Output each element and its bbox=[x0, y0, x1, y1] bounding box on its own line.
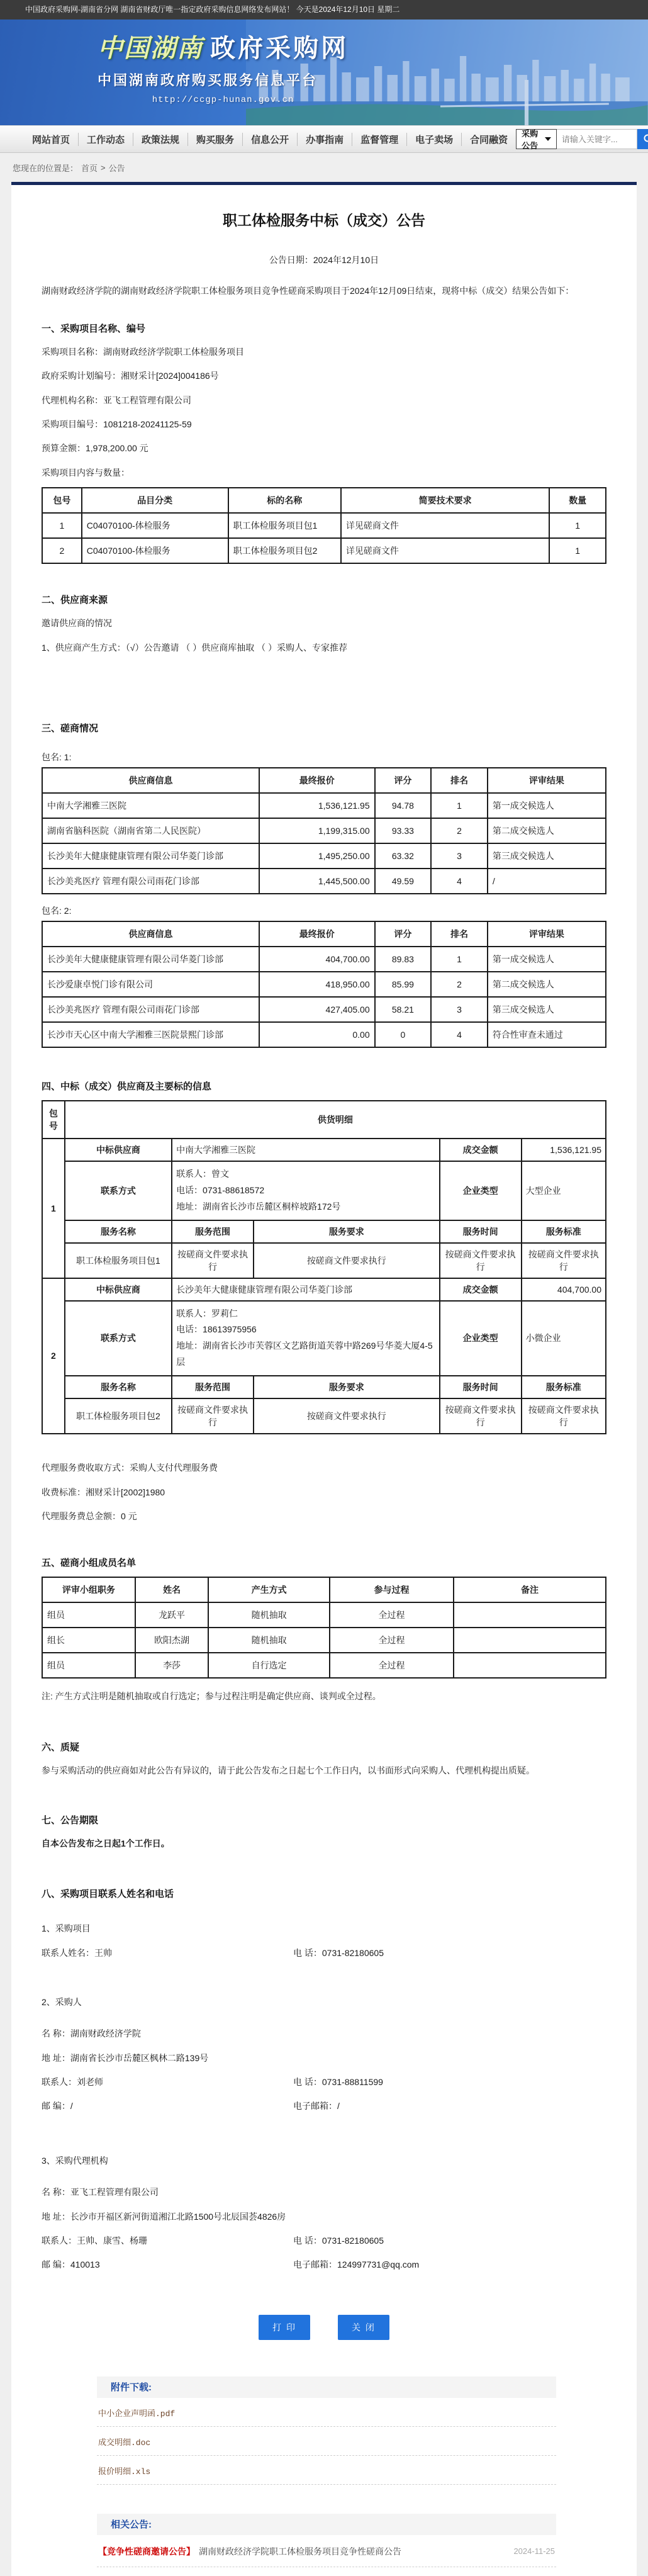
table-header-row bbox=[42, 921, 606, 947]
award-row-supplier bbox=[42, 1278, 606, 1301]
related-heading: 相关公告: bbox=[111, 2519, 152, 2531]
site-announcement-bar bbox=[0, 0, 648, 20]
attachments-heading: 附件下载: bbox=[111, 2382, 152, 2393]
purchaser-contact-pair bbox=[42, 2075, 606, 2089]
cell-req: 详见磋商文件 bbox=[341, 538, 550, 563]
project-number-line: 采购项目编号：1081218-20241125-59 bbox=[42, 419, 192, 429]
col-service-name: 服务名称 bbox=[65, 1220, 172, 1243]
contact-phone: 电 话：0731-82180605 bbox=[293, 2236, 384, 2246]
related-notice-link[interactable]: 湖南财政经济学院职工体检服务项目竞争性磋商公告 bbox=[199, 2546, 401, 2556]
label-enterprise-type: 企业类型 bbox=[440, 1301, 522, 1376]
contact-phone: 电话：18613975956 bbox=[176, 1324, 257, 1335]
cell-result: 第一成交候选人 bbox=[488, 793, 606, 818]
banner-url: http://ccgp-hunan.gov.cn bbox=[152, 95, 294, 105]
search-category-value: 采购公告 bbox=[522, 129, 539, 150]
action-buttons bbox=[42, 2315, 606, 2340]
cell-rank: 4 bbox=[431, 869, 488, 894]
table-row bbox=[42, 947, 606, 972]
col-service-req: 服务要求 bbox=[254, 1220, 440, 1243]
attachments-header-bar bbox=[97, 2376, 556, 2398]
cell-supplier: 湖南省脑科医院（湖南省第二人民医院） bbox=[42, 818, 259, 843]
table-row bbox=[42, 818, 606, 843]
budget-line: 预算金额：1,978,200.00 元 bbox=[42, 443, 148, 454]
award-row-service-headers bbox=[42, 1376, 606, 1398]
cell-category: C04070100-体检服务 bbox=[82, 513, 228, 538]
cell-offer: 404,700.00 bbox=[259, 947, 375, 972]
label-contact-method: 联系方式 bbox=[65, 1301, 172, 1376]
cell-service-name: 职工体检服务项目包2 bbox=[65, 1398, 172, 1434]
breadcrumb-prefix: 您现在的位置是： bbox=[13, 163, 79, 173]
cell-enterprise-type: 大型企业 bbox=[522, 1161, 606, 1220]
col-selection-method: 产生方式 bbox=[208, 1577, 330, 1602]
contact-name: 联系人：刘老师 bbox=[42, 2077, 103, 2088]
notice-date: 公告日期：2024年12月10日 bbox=[269, 255, 379, 265]
cell-rank: 3 bbox=[431, 997, 488, 1022]
purchaser-address: 地 址：湖南省长沙市岳麓区枫林二路139号 bbox=[42, 2052, 209, 2063]
cell-rank: 3 bbox=[431, 843, 488, 869]
attachment-link-xls[interactable]: 报价明细.xls bbox=[98, 2466, 151, 2477]
section2-heading: 二、供应商来源 bbox=[42, 595, 108, 606]
search-button[interactable] bbox=[637, 129, 648, 149]
agency-name-line: 代理机构名称：亚飞工程管理有限公司 bbox=[42, 395, 191, 405]
chevron-down-icon bbox=[545, 137, 551, 141]
breadcrumb-home-link[interactable]: 首页 bbox=[81, 163, 98, 173]
cell-supplier: 长沙美兆医疗 管理有限公司雨花门诊部 bbox=[42, 869, 259, 894]
related-notice-tag[interactable]: 【竞争性磋商邀请公告】 bbox=[98, 2546, 195, 2556]
cell-name: 李莎 bbox=[135, 1653, 208, 1678]
label-winning-supplier: 中标供应商 bbox=[65, 1278, 172, 1301]
cell-remarks bbox=[454, 1628, 606, 1653]
cell-score: 49.59 bbox=[375, 869, 432, 894]
table-row bbox=[42, 1602, 606, 1628]
cell-qty: 1 bbox=[549, 513, 606, 538]
col-final-offer: 最终报价 bbox=[259, 768, 375, 793]
contact-group1-title: 1、采购项目 bbox=[42, 1923, 91, 1934]
close-button[interactable]: 关 闭 bbox=[338, 2315, 389, 2340]
award-row-service-values bbox=[42, 1243, 606, 1278]
cell-remarks bbox=[454, 1602, 606, 1628]
agency-fee-block bbox=[42, 1461, 606, 1523]
cell-pkg: 1 bbox=[42, 513, 82, 538]
cell-service-time: 按磋商文件要求执行 bbox=[440, 1243, 522, 1278]
table-row bbox=[42, 793, 606, 818]
nav-item-info-disclosure[interactable]: 信息公开 bbox=[243, 133, 298, 146]
notice-period-text: 自本公告发布之日起1个工作日。 bbox=[42, 1838, 170, 1848]
cell-offer: 418,950.00 bbox=[259, 972, 375, 997]
col-supplier-info: 供应商信息 bbox=[42, 768, 259, 793]
col-package-no: 包号 bbox=[42, 1101, 65, 1139]
related-notice-date: 2024-11-25 bbox=[513, 2546, 555, 2556]
col-package-no: 包号 bbox=[42, 488, 82, 513]
section7-heading: 七、公告期限 bbox=[42, 1814, 99, 1826]
table-row bbox=[42, 869, 606, 894]
section1-heading: 一、采购项目名称、编号 bbox=[42, 323, 146, 334]
logo-calligraphy-text: 中国湖南 bbox=[98, 34, 203, 62]
main-navigation bbox=[0, 125, 648, 153]
section3-heading: 三、磋商情况 bbox=[42, 723, 99, 734]
nav-item-work-news[interactable]: 工作动态 bbox=[79, 133, 133, 146]
logo-main-text: 政府采购网 bbox=[210, 35, 349, 62]
cell-score: 58.21 bbox=[375, 997, 432, 1022]
cell-role: 组长 bbox=[42, 1628, 135, 1653]
cell-service-scope: 按磋商文件要求执行 bbox=[172, 1243, 254, 1278]
fee-total-line: 代理服务费总金额：0 元 bbox=[42, 1510, 137, 1521]
search-input[interactable] bbox=[557, 129, 637, 149]
award-row-service-headers bbox=[42, 1220, 606, 1243]
cell-supplier: 中南大学湘雅三医院 bbox=[42, 793, 259, 818]
cell-offer: 1,536,121.95 bbox=[259, 793, 375, 818]
col-rank: 排名 bbox=[431, 768, 488, 793]
cell-category: C04070100-体检服务 bbox=[82, 538, 228, 563]
purchaser-zip-pair bbox=[42, 2099, 606, 2113]
cell-service-standard: 按磋商文件要求执行 bbox=[522, 1243, 606, 1278]
contact-phone: 电 话：0731-88811599 bbox=[293, 2077, 383, 2088]
announcement-text: 中国政府采购网-湖南省分网 湖南省财政厅唯一指定政府采购信息网络发布网站！ 今天是2024年12月10日 星期二 bbox=[25, 5, 400, 14]
cell-role: 组员 bbox=[42, 1602, 135, 1628]
cell-remarks bbox=[454, 1653, 606, 1678]
cell-subject: 职工体检服务项目包2 bbox=[228, 538, 341, 563]
col-quantity: 数量 bbox=[549, 488, 606, 513]
col-score: 评分 bbox=[375, 768, 432, 793]
fee-method-line: 代理服务费收取方式：采购人支付代理服务费 bbox=[42, 1463, 218, 1473]
col-category: 品目分类 bbox=[82, 488, 228, 513]
table-row bbox=[42, 1653, 606, 1678]
breadcrumb bbox=[0, 153, 648, 182]
package2-label: 包名: 2: bbox=[42, 905, 72, 916]
cell-req: 详见磋商文件 bbox=[341, 513, 550, 538]
cell-rank: 1 bbox=[431, 947, 488, 972]
cell-participation: 全过程 bbox=[330, 1628, 454, 1653]
col-service-scope: 服务范围 bbox=[172, 1376, 254, 1398]
label-winning-supplier: 中标供应商 bbox=[65, 1139, 172, 1161]
cell-service-req: 按磋商文件要求执行 bbox=[254, 1398, 440, 1434]
cell-rank: 1 bbox=[431, 793, 488, 818]
agency-address: 地 址：长沙市开福区新河街道湘江北路1500号北辰国荟4826房 bbox=[42, 2211, 286, 2222]
award-row-supplier bbox=[42, 1139, 606, 1161]
col-subject-name: 标的名称 bbox=[228, 488, 341, 513]
cell-supplier: 长沙美兆医疗 管理有限公司雨花门诊部 bbox=[42, 997, 259, 1022]
supplier-source-line: 1、供应商产生方式：（√）公告邀请 （ ）供应商库抽取 （ ）采购人、专家推荐 bbox=[42, 642, 348, 653]
award-row-contact bbox=[42, 1301, 606, 1376]
award-detail-table bbox=[42, 1100, 606, 1434]
nav-item-policy[interactable]: 政策法规 bbox=[133, 133, 188, 146]
cell-package-no: 1 bbox=[42, 1139, 65, 1278]
section5-heading: 五、磋商小组成员名单 bbox=[42, 1558, 137, 1569]
cell-result: 第三成交候选人 bbox=[488, 997, 606, 1022]
col-service-time: 服务时间 bbox=[440, 1376, 522, 1398]
contact-name: 联系人姓名：王帅 bbox=[42, 1947, 112, 1958]
col-review-result: 评审结果 bbox=[488, 768, 606, 793]
invite-suppliers-line: 邀请供应商的情况 bbox=[42, 618, 112, 629]
search-category-select[interactable] bbox=[516, 129, 557, 149]
cell-score: 0 bbox=[375, 1022, 432, 1047]
cell-pkg: 2 bbox=[42, 538, 82, 563]
attachments-box bbox=[97, 2376, 556, 2485]
cell-award-amount: 404,700.00 bbox=[522, 1278, 606, 1301]
cell-result: 第二成交候选人 bbox=[488, 818, 606, 843]
cell-service-standard: 按磋商文件要求执行 bbox=[522, 1398, 606, 1434]
nav-item-purchase-service[interactable]: 购买服务 bbox=[188, 133, 243, 146]
cell-method: 自行选定 bbox=[208, 1653, 330, 1678]
cell-result: / bbox=[488, 869, 606, 894]
cell-method: 随机抽取 bbox=[208, 1628, 330, 1653]
breadcrumb-separator: > bbox=[101, 162, 106, 172]
col-name: 姓名 bbox=[135, 1577, 208, 1602]
table-row bbox=[42, 1022, 606, 1047]
agency-zip-pair bbox=[42, 2258, 606, 2271]
search-icon bbox=[643, 133, 648, 145]
cell-subject: 职工体检服务项目包1 bbox=[228, 513, 341, 538]
attachment-row bbox=[97, 2427, 556, 2456]
cell-rank: 4 bbox=[431, 1022, 488, 1047]
cell-participation: 全过程 bbox=[330, 1653, 454, 1678]
award-row-contact bbox=[42, 1161, 606, 1220]
site-banner bbox=[0, 20, 648, 125]
col-service-standard: 服务标准 bbox=[522, 1220, 606, 1243]
cell-supplier: 长沙爱康卓悦门诊有限公司 bbox=[42, 972, 259, 997]
cell-score: 63.32 bbox=[375, 843, 432, 869]
package1-label: 包名: 1: bbox=[42, 751, 72, 762]
contact-group1-pair bbox=[42, 1946, 606, 1960]
col-participation: 参与过程 bbox=[330, 1577, 454, 1602]
cell-offer: 427,405.00 bbox=[259, 997, 375, 1022]
contact-address: 地址：湖南省长沙市芙蓉区文艺路街道芙蓉中路269号华菱大厦4-5层 bbox=[176, 1341, 433, 1368]
search-bar bbox=[516, 129, 648, 149]
cell-service-scope: 按磋商文件要求执行 bbox=[172, 1398, 254, 1434]
cell-rank: 2 bbox=[431, 972, 488, 997]
cell-service-time: 按磋商文件要求执行 bbox=[440, 1398, 522, 1434]
nav-item-home[interactable]: 网站首页 bbox=[24, 133, 79, 146]
label-enterprise-type: 企业类型 bbox=[440, 1161, 522, 1220]
page-title: 职工体检服务中标（成交）公告 bbox=[223, 212, 425, 228]
table-header-row bbox=[42, 1577, 606, 1602]
negotiation-table-pkg1 bbox=[42, 767, 606, 894]
col-service-standard: 服务标准 bbox=[522, 1376, 606, 1398]
label-award-amount: 成交金额 bbox=[440, 1139, 522, 1161]
purchaser-name: 名 称：湖南财政经济学院 bbox=[42, 2028, 141, 2039]
cell-result: 第一成交候选人 bbox=[488, 947, 606, 972]
notice-intro: 湖南财政经济学院的湖南财政经济学院职工体检服务项目竞争性磋商采购项目于2024年12月09日结束，现将中标（成交）结果公告如下： bbox=[42, 286, 574, 296]
contact-person: 联系人：罗莉仁 bbox=[176, 1308, 238, 1319]
nav-item-e-market[interactable]: 电子卖场 bbox=[407, 133, 462, 146]
attachment-row bbox=[97, 2456, 556, 2485]
related-notices-box bbox=[97, 2514, 556, 2567]
table-header-row bbox=[42, 488, 606, 513]
cell-score: 89.83 bbox=[375, 947, 432, 972]
cell-service-req: 按磋商文件要求执行 bbox=[254, 1243, 440, 1278]
col-panel-role: 评审小组职务 bbox=[42, 1577, 135, 1602]
email: 电子邮箱：/ bbox=[293, 2101, 340, 2112]
cell-rank: 2 bbox=[431, 818, 488, 843]
cell-service-name: 职工体检服务项目包1 bbox=[65, 1243, 172, 1278]
print-button[interactable]: 打 印 bbox=[259, 2315, 310, 2340]
cell-name: 龙跃平 bbox=[135, 1602, 208, 1628]
site-logo bbox=[98, 35, 349, 105]
col-review-result: 评审结果 bbox=[488, 921, 606, 947]
nav-item-contract-finance[interactable]: 合同融资 bbox=[470, 134, 508, 145]
cell-method: 随机抽取 bbox=[208, 1602, 330, 1628]
cell-contact-method bbox=[172, 1161, 440, 1220]
content-quantity-line: 采购项目内容与数量： bbox=[42, 467, 130, 478]
project-items-table bbox=[42, 487, 606, 564]
cell-qty: 1 bbox=[549, 538, 606, 563]
cell-score: 85.99 bbox=[375, 972, 432, 997]
cell-name: 欧阳杰湖 bbox=[135, 1628, 208, 1653]
col-tech-req: 简要技术要求 bbox=[341, 488, 550, 513]
section4-heading: 四、中标（成交）供应商及主要标的信息 bbox=[42, 1081, 212, 1092]
col-service-req: 服务要求 bbox=[254, 1376, 440, 1398]
attachment-link-pdf[interactable]: 中小企业声明函.pdf bbox=[98, 2409, 176, 2419]
notice-content-card bbox=[11, 182, 637, 2576]
nav-items bbox=[24, 133, 516, 146]
table-row bbox=[42, 538, 606, 563]
cell-supplier: 长沙美年大健康健康管理有限公司华菱门诊部 bbox=[42, 947, 259, 972]
panel-note: 注: 产生方式注明是随机抽取或自行选定；参与过程注明是确定供应商、谈判或全过程。 bbox=[42, 1691, 381, 1702]
cell-offer: 1,199,315.00 bbox=[259, 818, 375, 843]
zip-code: 邮 编：410013 bbox=[42, 2259, 100, 2270]
contact-name: 联系人：王帅、康雪、杨珊 bbox=[42, 2236, 147, 2246]
agency-name: 名 称：亚飞工程管理有限公司 bbox=[42, 2187, 159, 2198]
cell-winning-supplier: 中南大学湘雅三医院 bbox=[172, 1139, 440, 1161]
attachment-link-doc[interactable]: 成交明细.doc bbox=[98, 2438, 151, 2448]
cell-supplier: 长沙美年大健康健康管理有限公司华菱门诊部 bbox=[42, 843, 259, 869]
table-header-row bbox=[42, 1101, 606, 1139]
objection-text: 参与采购活动的供应商如对此公告有异议的，请于此公告发布之日起七个工作日内，以书面形式向采购人、代理机构提出质疑。 bbox=[42, 1765, 535, 1776]
related-notice-row bbox=[97, 2535, 556, 2567]
banner-subtitle: 中国湖南政府购买服务信息平台 bbox=[98, 72, 318, 88]
cell-score: 94.78 bbox=[375, 793, 432, 818]
col-service-time: 服务时间 bbox=[440, 1220, 522, 1243]
breadcrumb-current-link[interactable]: 公告 bbox=[108, 163, 125, 173]
nav-item-supervision[interactable]: 监督管理 bbox=[352, 133, 407, 146]
attachment-row bbox=[97, 2398, 556, 2427]
table-row bbox=[42, 513, 606, 538]
cell-result: 第二成交候选人 bbox=[488, 972, 606, 997]
nav-item-guide[interactable]: 办事指南 bbox=[298, 133, 352, 146]
table-header-row bbox=[42, 768, 606, 793]
fee-standard-line: 收费标准：湘财采计[2002]1980 bbox=[42, 1487, 165, 1497]
cell-offer: 1,445,500.00 bbox=[259, 869, 375, 894]
plan-number-line: 政府采购计划编号：湘财采计[2024]004186号 bbox=[42, 371, 219, 381]
col-supply-detail: 供货明细 bbox=[65, 1101, 606, 1139]
contact-person: 联系人：曾文 bbox=[176, 1168, 230, 1179]
panel-members-table bbox=[42, 1577, 606, 1679]
cell-supplier: 长沙市天心区中南大学湘雅三医院景熙门诊部 bbox=[42, 1022, 259, 1047]
award-row-service-values bbox=[42, 1398, 606, 1434]
agency-contact-pair bbox=[42, 2234, 606, 2247]
label-award-amount: 成交金额 bbox=[440, 1278, 522, 1301]
cell-result: 符合性审查未通过 bbox=[488, 1022, 606, 1047]
cell-role: 组员 bbox=[42, 1653, 135, 1678]
cell-contact-method bbox=[172, 1301, 440, 1376]
zip-code: 邮 编：/ bbox=[42, 2101, 73, 2112]
col-service-name: 服务名称 bbox=[65, 1376, 172, 1398]
col-final-offer: 最终报价 bbox=[259, 921, 375, 947]
cell-award-amount: 1,536,121.95 bbox=[522, 1139, 606, 1161]
table-row bbox=[42, 843, 606, 869]
table-row bbox=[42, 997, 606, 1022]
section8-heading: 八、采购项目联系人姓名和电话 bbox=[42, 1889, 174, 1900]
col-remarks: 备注 bbox=[454, 1577, 606, 1602]
table-row bbox=[42, 972, 606, 997]
cell-enterprise-type: 小微企业 bbox=[522, 1301, 606, 1376]
email: 电子邮箱：124997731@qq.com bbox=[293, 2259, 420, 2270]
project-name-line: 采购项目名称：湖南财政经济学院职工体检服务项目 bbox=[42, 346, 244, 357]
contact-address: 地址：湖南省长沙市岳麓区桐梓坡路172号 bbox=[176, 1201, 341, 1212]
cell-participation: 全过程 bbox=[330, 1602, 454, 1628]
contact-phone: 电 话：0731-82180605 bbox=[293, 1947, 384, 1958]
label-contact-method: 联系方式 bbox=[65, 1161, 172, 1220]
cell-package-no: 2 bbox=[42, 1278, 65, 1434]
cell-offer: 0.00 bbox=[259, 1022, 375, 1047]
related-header-bar bbox=[97, 2514, 556, 2535]
cell-offer: 1,495,250.00 bbox=[259, 843, 375, 869]
contact-group3-title: 3、采购代理机构 bbox=[42, 2155, 108, 2166]
cell-winning-supplier: 长沙美年大健康健康管理有限公司华菱门诊部 bbox=[172, 1278, 440, 1301]
table-row bbox=[42, 1628, 606, 1653]
contact-phone: 电话：0731-88618572 bbox=[176, 1184, 265, 1195]
negotiation-table-pkg2 bbox=[42, 921, 606, 1048]
contact-group2-title: 2、采购人 bbox=[42, 1996, 82, 2007]
section6-heading: 六、质疑 bbox=[42, 1742, 80, 1753]
cell-score: 93.33 bbox=[375, 818, 432, 843]
col-score: 评分 bbox=[375, 921, 432, 947]
col-supplier-info: 供应商信息 bbox=[42, 921, 259, 947]
col-service-scope: 服务范围 bbox=[172, 1220, 254, 1243]
col-rank: 排名 bbox=[431, 921, 488, 947]
cell-result: 第三成交候选人 bbox=[488, 843, 606, 869]
